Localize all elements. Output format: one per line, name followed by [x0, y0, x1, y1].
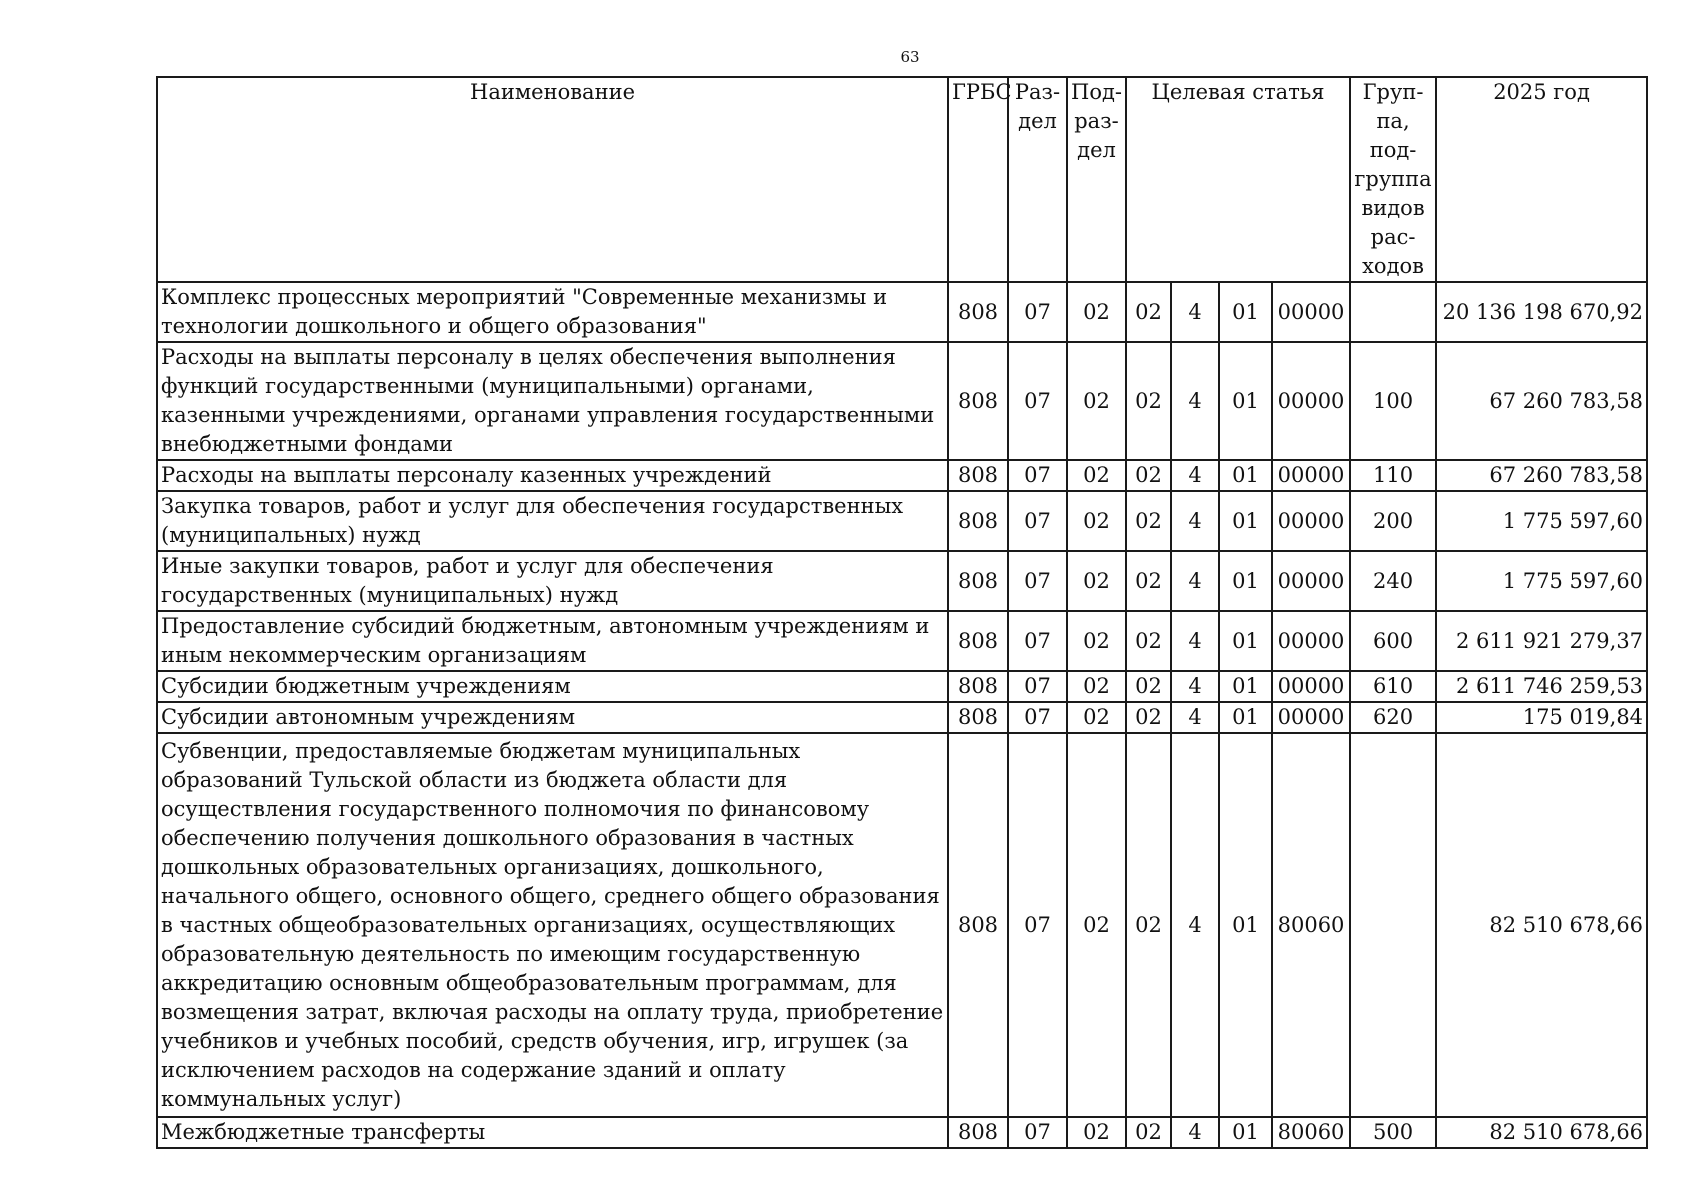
row-expense-group: 110 [1350, 460, 1436, 491]
row-target-direction: 00000 [1272, 671, 1350, 702]
row-name: Субвенции, предоставляемые бюджетам муниципальных образований Тульской области из бюджета области для осуществления государственного полномочия по финансовому обеспечению получения дошкольного образования в частных дошкольных образовательных организациях, дошкольного, начального общего, основного общего, среднего общего образования в частных общеобразовательных организациях, осуществляющих образовательную деятельность по имеющим государственную аккредитацию основным общеобразовательным программам, для возмещения затрат, включая расходы на оплату труда, приобретение учебников и учебных пособий, средств обучения, игр, игрушек (за исключением расходов на содержание зданий и оплату коммунальных услуг) [157, 733, 948, 1117]
row-target-type: 4 [1171, 460, 1219, 491]
row-target-program: 02 [1126, 702, 1171, 733]
row-expense-group [1350, 733, 1436, 1117]
row-expense-group: 240 [1350, 551, 1436, 611]
row-target-type: 4 [1171, 1117, 1219, 1148]
row-target-program: 02 [1126, 733, 1171, 1117]
row-razdel: 07 [1008, 282, 1067, 342]
row-podrazdel: 02 [1067, 733, 1126, 1117]
row-target-type: 4 [1171, 733, 1219, 1117]
row-target-type: 4 [1171, 702, 1219, 733]
row-razdel: 07 [1008, 342, 1067, 460]
row-grbs: 808 [948, 733, 1008, 1117]
row-expense-group: 600 [1350, 611, 1436, 671]
row-target-complex: 01 [1219, 671, 1272, 702]
table-row [157, 342, 1647, 460]
row-target-program: 02 [1126, 671, 1171, 702]
header-name: Наименование [157, 77, 948, 282]
table-row [157, 671, 1647, 702]
row-podrazdel: 02 [1067, 491, 1126, 551]
row-target-direction: 00000 [1272, 460, 1350, 491]
row-grbs: 808 [948, 460, 1008, 491]
row-target-program: 02 [1126, 282, 1171, 342]
row-amount: 175 019,84 [1436, 702, 1647, 733]
row-target-program: 02 [1126, 1117, 1171, 1148]
row-name: Расходы на выплаты персоналу казенных учреждений [157, 460, 948, 491]
row-target-complex: 01 [1219, 1117, 1272, 1148]
row-target-complex: 01 [1219, 702, 1272, 733]
row-amount: 2 611 921 279,37 [1436, 611, 1647, 671]
row-target-complex: 01 [1219, 342, 1272, 460]
row-target-type: 4 [1171, 551, 1219, 611]
row-target-type: 4 [1171, 342, 1219, 460]
row-target-complex: 01 [1219, 733, 1272, 1117]
row-grbs: 808 [948, 282, 1008, 342]
table-row [157, 1117, 1647, 1148]
row-target-type: 4 [1171, 671, 1219, 702]
row-grbs: 808 [948, 551, 1008, 611]
row-name: Субсидии автономным учреждениям [157, 702, 948, 733]
row-target-direction: 00000 [1272, 702, 1350, 733]
row-razdel: 07 [1008, 733, 1067, 1117]
row-razdel: 07 [1008, 1117, 1067, 1148]
table-row [157, 460, 1647, 491]
row-podrazdel: 02 [1067, 342, 1126, 460]
row-target-direction: 80060 [1272, 733, 1350, 1117]
row-target-program: 02 [1126, 611, 1171, 671]
header-grbs: ГРБС [948, 77, 1008, 282]
row-razdel: 07 [1008, 460, 1067, 491]
row-name: Расходы на выплаты персоналу в целях обеспечения выполнения функций государственными (муниципальными) органами, казенными учреждениями, органами управления государственными внебюджетными фондами [157, 342, 948, 460]
row-target-type: 4 [1171, 491, 1219, 551]
row-podrazdel: 02 [1067, 671, 1126, 702]
row-podrazdel: 02 [1067, 1117, 1126, 1148]
row-razdel: 07 [1008, 491, 1067, 551]
row-grbs: 808 [948, 702, 1008, 733]
row-target-complex: 01 [1219, 460, 1272, 491]
table-body [157, 282, 1647, 1148]
header-target-article: Целевая статья [1126, 77, 1350, 282]
table-row [157, 282, 1647, 342]
row-grbs: 808 [948, 491, 1008, 551]
table-row [157, 551, 1647, 611]
row-name: Иные закупки товаров, работ и услуг для обеспечения государственных (муниципальных) нужд [157, 551, 948, 611]
row-amount: 1 775 597,60 [1436, 491, 1647, 551]
row-razdel: 07 [1008, 702, 1067, 733]
row-target-complex: 01 [1219, 491, 1272, 551]
row-name: Субсидии бюджетным учреждениям [157, 671, 948, 702]
row-target-direction: 00000 [1272, 282, 1350, 342]
row-expense-group: 200 [1350, 491, 1436, 551]
table-row [157, 611, 1647, 671]
row-podrazdel: 02 [1067, 282, 1126, 342]
table-row [157, 491, 1647, 551]
budget-table [156, 76, 1648, 1149]
row-target-type: 4 [1171, 611, 1219, 671]
table-row [157, 702, 1647, 733]
row-grbs: 808 [948, 342, 1008, 460]
row-target-complex: 01 [1219, 611, 1272, 671]
header-razdel: Раз- дел [1008, 77, 1067, 282]
header-expense-group: Груп- па, под- группа видов рас- ходов [1350, 77, 1436, 282]
row-name: Предоставление субсидий бюджетным, автономным учреждениям и иным некоммерческим организациям [157, 611, 948, 671]
row-podrazdel: 02 [1067, 702, 1126, 733]
row-razdel: 07 [1008, 671, 1067, 702]
row-target-complex: 01 [1219, 551, 1272, 611]
row-expense-group: 500 [1350, 1117, 1436, 1148]
row-target-direction: 00000 [1272, 611, 1350, 671]
row-expense-group [1350, 282, 1436, 342]
page-number: 63 [900, 48, 920, 66]
header-podrazdel: Под- раз- дел [1067, 77, 1126, 282]
table-header-row [157, 77, 1647, 282]
row-podrazdel: 02 [1067, 551, 1126, 611]
row-target-type: 4 [1171, 282, 1219, 342]
row-name: Межбюджетные трансферты [157, 1117, 948, 1148]
row-expense-group: 100 [1350, 342, 1436, 460]
row-grbs: 808 [948, 671, 1008, 702]
row-amount: 2 611 746 259,53 [1436, 671, 1647, 702]
row-razdel: 07 [1008, 551, 1067, 611]
row-name: Комплекс процессных мероприятий "Современные механизмы и технологии дошкольного и общего образования" [157, 282, 948, 342]
row-grbs: 808 [948, 611, 1008, 671]
row-target-direction: 00000 [1272, 342, 1350, 460]
row-target-program: 02 [1126, 460, 1171, 491]
row-amount: 82 510 678,66 [1436, 1117, 1647, 1148]
row-amount: 1 775 597,60 [1436, 551, 1647, 611]
row-target-direction: 80060 [1272, 1117, 1350, 1148]
row-amount: 20 136 198 670,92 [1436, 282, 1647, 342]
row-razdel: 07 [1008, 611, 1067, 671]
row-target-complex: 01 [1219, 282, 1272, 342]
row-target-program: 02 [1126, 551, 1171, 611]
table-row [157, 733, 1647, 1117]
row-amount: 67 260 783,58 [1436, 342, 1647, 460]
row-expense-group: 620 [1350, 702, 1436, 733]
row-target-direction: 00000 [1272, 491, 1350, 551]
header-year-2025: 2025 год [1436, 77, 1647, 282]
row-expense-group: 610 [1350, 671, 1436, 702]
row-podrazdel: 02 [1067, 460, 1126, 491]
row-target-program: 02 [1126, 491, 1171, 551]
row-name: Закупка товаров, работ и услуг для обеспечения государственных (муниципальных) нужд [157, 491, 948, 551]
row-target-direction: 00000 [1272, 551, 1350, 611]
row-target-program: 02 [1126, 342, 1171, 460]
row-amount: 67 260 783,58 [1436, 460, 1647, 491]
row-amount: 82 510 678,66 [1436, 733, 1647, 1117]
row-grbs: 808 [948, 1117, 1008, 1148]
row-podrazdel: 02 [1067, 611, 1126, 671]
